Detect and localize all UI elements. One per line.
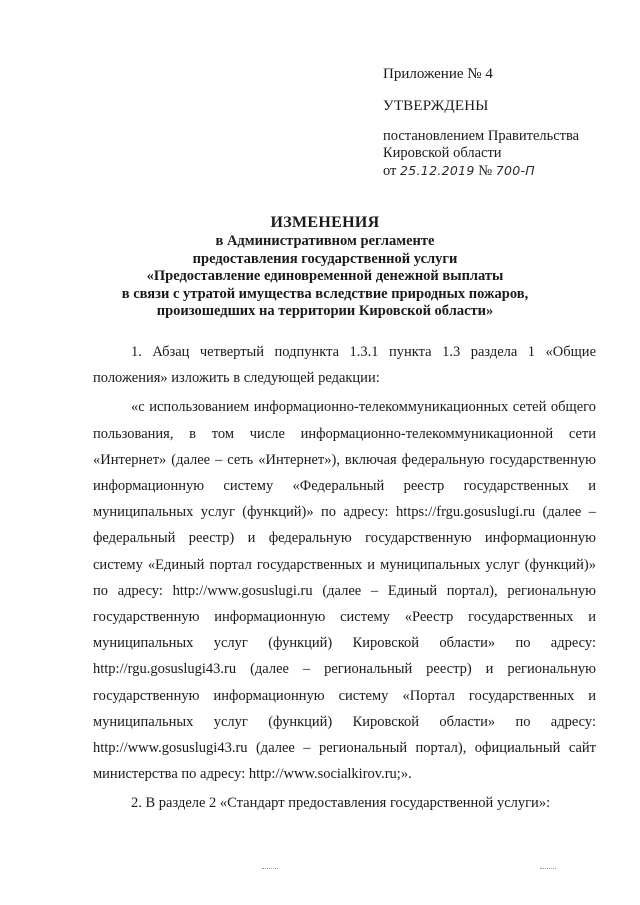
document-title (60, 213, 590, 321)
title-main: ИЗМЕНЕНИЯ (270, 214, 380, 231)
decree-reference (383, 128, 579, 180)
title-line: в связи с утратой имущества вследствие природных пожаров, (121, 285, 529, 302)
paragraph-2-quoted-text: «с использованием информационно-телекоммуникационных сетей общего пользования, в том числе информационно-телекоммуникационной сети «Интернет» (далее – сеть «Интернет»), включая федеральную государственную информационную систему «Федеральный реестр государственных и муниципальных услуг (функций)» по адресу: https://frgu.gosuslugi.ru (далее – федеральный реестр) и федеральную государственную информационную систему «Единый портал государственных и муниципальных услуг (функций)» по адресу: http://www.gosuslugi.ru (далее – Единый портал), региональную государственную информационную систему «Реестр государственных и муниципальных услуг (функций) Кировской области» по адресу: http://rgu.gosuslugi43.ru (далее – региональный реестр) и региональную государственную информационную систему «Портал государственных и муниципальных услуг (функций) Кировской области» по адресу: http://www.gosuslugi43.ru (далее – региональный портал), официальный сайт министерства по адресу: http://www.socialkirov.ru;». (93, 399, 596, 783)
title-line: произошедших на территории Кировской области» (156, 303, 494, 319)
handwritten-date: 25.12.2019 (400, 163, 475, 178)
number-prefix: № (478, 163, 493, 179)
scan-mark-right (540, 868, 556, 869)
approved-heading: УТВЕРЖДЕНЫ (383, 98, 489, 114)
handwritten-number: 700-П (495, 163, 535, 178)
decree-date-line (383, 162, 579, 180)
scan-mark-left (262, 868, 278, 869)
decree-line-2: Кировской области (383, 145, 502, 161)
decree-line-1: постановлением Правительства (383, 128, 580, 144)
paragraph-1: 1. Абзац четвертый подпункта 1.3.1 пункта 1.3 раздела 1 «Общие положения» изложить в следующей редакции: (93, 344, 596, 387)
document-body (93, 339, 596, 820)
title-line: предоставления государственной услуги (192, 250, 458, 267)
paragraph-3: 2. В разделе 2 «Стандарт предоставления государственной услуги»: (131, 795, 551, 812)
title-line: «Предоставление единовременной денежной выплаты (146, 268, 504, 284)
date-prefix: от (383, 163, 397, 179)
appendix-number: Приложение № 4 (383, 66, 493, 82)
title-line: в Административном регламенте (215, 233, 435, 249)
